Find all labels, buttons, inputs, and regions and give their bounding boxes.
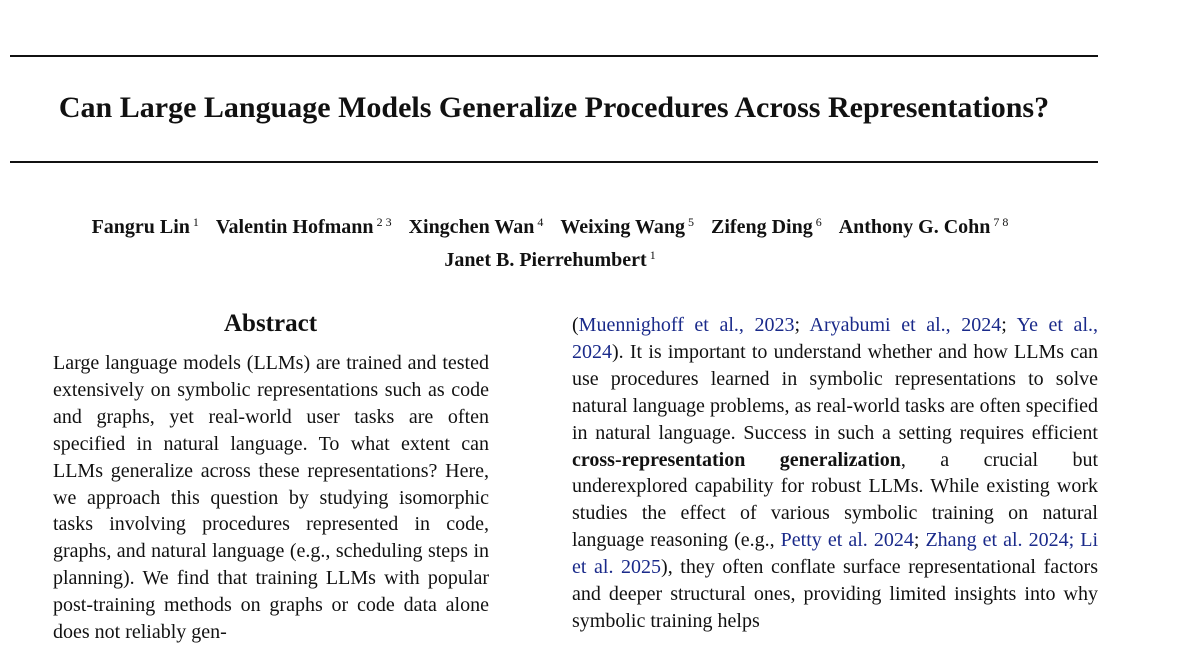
citation-link[interactable]: Ye et al., 2024 [572,314,1098,363]
citation-link[interactable]: Muennighoff et al., 2023 [578,314,795,336]
paren: ( [572,314,579,336]
paper-title: Can Large Language Models Generalize Procedures Across Representations? [58,91,1050,124]
author: Anthony G. Cohn $^{7 8}$ [838,215,1009,238]
body-text: , a crucial but underexplored capability for robust LLMs. While existing work studies the effect of various symbolic training on natural language reasoning (e.g., [572,448,1098,552]
title-bottom-rule [10,161,1098,163]
author-list [0,208,1100,274]
author: Janet B. Pierrehumbert $^1$ [444,248,656,271]
body-text: ), they often conflate surface representational factors and deeper structural ones, providing limited insights into why symbolic training helps [572,556,1098,632]
abstract-text: Large language models (LLMs) are trained and tested extensively on symbolic representations such as code and graphs, yet real-world user tasks are often specified in natural language. To what extent can LLMs generalize across these representations? Here, we approach this question by studying isomorphic tasks involving procedures represented in code, graphs, and natural language (e.g., scheduling steps in planning). We find that training LLMs with popular post-training methods on graphs or code data alone does not reliably gen- [53,352,489,644]
citation-link[interactable]: Aryabumi et al., 2024 [809,314,1002,336]
bold-term: cross-representation generalization [572,448,901,471]
author: Fangru Lin $^1$ [91,215,199,238]
abstract-heading: Abstract [223,310,318,337]
title-top-rule [10,55,1098,57]
author: Xingchen Wan $^4$ [408,215,544,238]
citation-link[interactable]: Petty et al. 2024 [780,529,914,552]
author: Zifeng Ding $^6$ [711,215,822,238]
body-text: ). It is important to understand whether and how LLMs can use procedures learned in symbolic representations to solve natural language problems, as real-world tasks are often specified in natural language. Success in such a setting requires efficient [572,340,1098,444]
author: Valentin Hofmann $^{2 3}$ [215,215,392,238]
author: Weixing Wang $^5$ [560,215,695,238]
citation-link[interactable]: Zhang et al. 2024; Li et al. 2025 [572,529,1099,579]
introduction-paragraph: (Muennighoff et al., 2023; Aryabumi et al., 2024; Ye et al., 2024). It is important to understand whether and how LLMs can use procedures learned in symbolic representations to solve natural language problems, as real-world tasks are often specified in natural language. Success in such a setting requires efficient cross-representation generalization, a crucial but underexplored capability for robust LLMs. While existing work studies the effect of various symbolic training on natural language reasoning (e.g., Petty et al. 2024; Zhang et al. 2024; Li et al. 2025), they often conflate surface representational factors and deeper structural ones, providing limited insights into why symbolic training helps [572,314,1099,632]
